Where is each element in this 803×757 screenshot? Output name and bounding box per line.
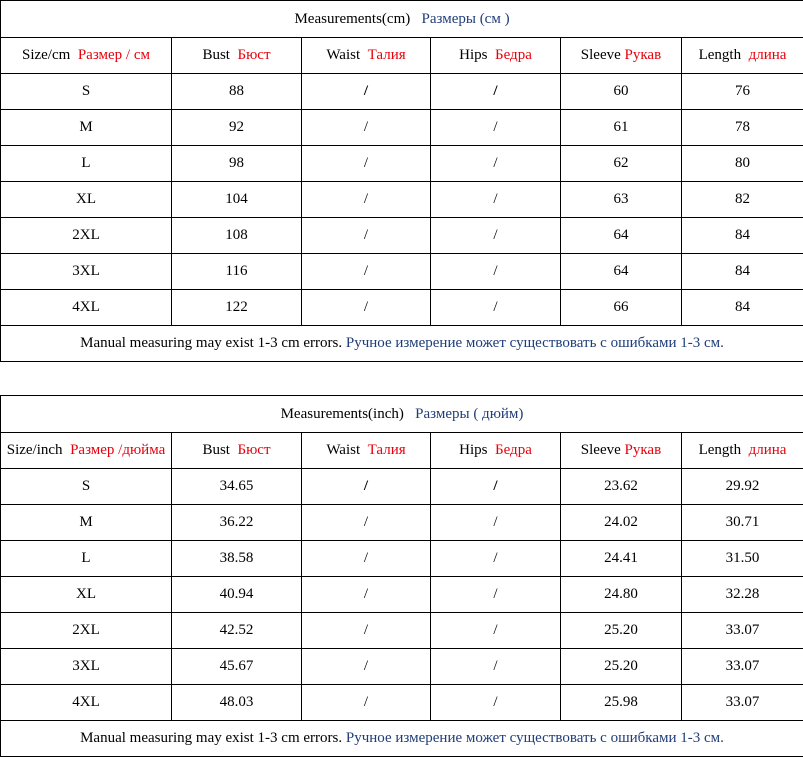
- table-row: [1, 254, 803, 290]
- table-row: [1, 146, 803, 182]
- hips-cell: /: [431, 613, 561, 649]
- hips-cell: /: [431, 505, 561, 541]
- length-cell: 84: [682, 254, 803, 290]
- header-hips: Hips Бедра: [431, 433, 561, 469]
- header-length: Length длина: [682, 433, 803, 469]
- sleeve-cell: 64: [561, 254, 682, 290]
- waist-cell: /: [302, 613, 431, 649]
- header-hips: Hips Бедра: [431, 38, 561, 74]
- header-size: Size/cm Размер / см: [1, 38, 172, 74]
- header-waist: Waist Талия: [302, 433, 431, 469]
- waist-cell: /: [302, 577, 431, 613]
- waist-cell: /: [302, 74, 431, 110]
- size-cell: S: [1, 469, 172, 505]
- sleeve-cell: 25.20: [561, 613, 682, 649]
- length-cell: 80: [682, 146, 803, 182]
- table-row: [1, 613, 803, 649]
- length-cell: 82: [682, 182, 803, 218]
- waist-cell: /: [302, 290, 431, 326]
- bust-cell: 34.65: [172, 469, 302, 505]
- size-cell: 4XL: [1, 290, 172, 326]
- title-russian: Размеры ( дюйм): [415, 405, 524, 422]
- length-cell: 76: [682, 74, 803, 110]
- header-bust: Bust Бюст: [172, 433, 302, 469]
- waist-cell: /: [302, 505, 431, 541]
- sleeve-cell: 64: [561, 218, 682, 254]
- size-cell: S: [1, 74, 172, 110]
- waist-cell: /: [302, 685, 431, 721]
- bust-cell: 48.03: [172, 685, 302, 721]
- size-cell: 3XL: [1, 254, 172, 290]
- note-row: [1, 326, 803, 362]
- size-cell: 4XL: [1, 685, 172, 721]
- size-cell: M: [1, 505, 172, 541]
- waist-cell: /: [302, 146, 431, 182]
- sleeve-cell: 24.02: [561, 505, 682, 541]
- table-row: [1, 182, 803, 218]
- hips-cell: /: [431, 218, 561, 254]
- hips-cell: /: [431, 146, 561, 182]
- bust-cell: 88: [172, 74, 302, 110]
- length-cell: 33.07: [682, 613, 803, 649]
- waist-cell: /: [302, 254, 431, 290]
- sleeve-cell: 60: [561, 74, 682, 110]
- header-bust: Bust Бюст: [172, 38, 302, 74]
- waist-cell: /: [302, 649, 431, 685]
- header-sleeve: Sleeve Рукав: [561, 38, 682, 74]
- header-row: [1, 38, 803, 74]
- sleeve-cell: 62: [561, 146, 682, 182]
- table-row: [1, 110, 803, 146]
- table-row: [1, 74, 803, 110]
- length-cell: 84: [682, 218, 803, 254]
- title-russian: Размеры (см ): [421, 10, 510, 27]
- measuring-note: [1, 721, 803, 757]
- header-size: Size/inch Размер /дюйма: [1, 433, 172, 469]
- table-row: [1, 290, 803, 326]
- title-english: Measurements(inch): [280, 405, 404, 422]
- bust-cell: 42.52: [172, 613, 302, 649]
- size-cell: 3XL: [1, 649, 172, 685]
- hips-cell: /: [431, 685, 561, 721]
- size-cell: 2XL: [1, 218, 172, 254]
- table-title: [1, 1, 803, 38]
- bust-cell: 108: [172, 218, 302, 254]
- sleeve-cell: 25.98: [561, 685, 682, 721]
- note-russian: Ручное измерение может существовать с ошибками 1-3 см.: [345, 335, 724, 351]
- waist-cell: /: [302, 218, 431, 254]
- bust-cell: 116: [172, 254, 302, 290]
- table-title-row: [1, 1, 803, 38]
- header-sleeve: Sleeve Рукав: [561, 433, 682, 469]
- note-english: Manual measuring may exist 1-3 cm errors.: [80, 730, 343, 746]
- size-cell: L: [1, 541, 172, 577]
- size-cell: M: [1, 110, 172, 146]
- sleeve-cell: 23.62: [561, 469, 682, 505]
- title-english: Measurements(cm): [294, 10, 411, 27]
- bust-cell: 122: [172, 290, 302, 326]
- length-cell: 30.71: [682, 505, 803, 541]
- length-cell: 33.07: [682, 685, 803, 721]
- size-cell: XL: [1, 577, 172, 613]
- length-cell: 32.28: [682, 577, 803, 613]
- waist-cell: /: [302, 110, 431, 146]
- sleeve-cell: 25.20: [561, 649, 682, 685]
- hips-cell: /: [431, 254, 561, 290]
- table-row: [1, 469, 803, 505]
- note-russian: Ручное измерение может существовать с ошибками 1-3 см.: [345, 730, 724, 746]
- length-cell: 78: [682, 110, 803, 146]
- size-cell: XL: [1, 182, 172, 218]
- bust-cell: 38.58: [172, 541, 302, 577]
- bust-cell: 40.94: [172, 577, 302, 613]
- size-cell: 2XL: [1, 613, 172, 649]
- length-cell: 31.50: [682, 541, 803, 577]
- header-waist: Waist Талия: [302, 38, 431, 74]
- size-cell: L: [1, 146, 172, 182]
- table-row: [1, 505, 803, 541]
- hips-cell: /: [431, 110, 561, 146]
- hips-cell: /: [431, 469, 561, 505]
- table-row: [1, 649, 803, 685]
- note-english: Manual measuring may exist 1-3 cm errors.: [80, 335, 343, 351]
- hips-cell: /: [431, 290, 561, 326]
- waist-cell: /: [302, 541, 431, 577]
- sleeve-cell: 66: [561, 290, 682, 326]
- sleeve-cell: 24.41: [561, 541, 682, 577]
- table-row: [1, 685, 803, 721]
- sleeve-cell: 63: [561, 182, 682, 218]
- header-length: Length длина: [682, 38, 803, 74]
- hips-cell: /: [431, 182, 561, 218]
- bust-cell: 45.67: [172, 649, 302, 685]
- note-row: [1, 721, 803, 757]
- waist-cell: /: [302, 469, 431, 505]
- hips-cell: /: [431, 541, 561, 577]
- length-cell: 84: [682, 290, 803, 326]
- bust-cell: 92: [172, 110, 302, 146]
- bust-cell: 36.22: [172, 505, 302, 541]
- length-cell: 29.92: [682, 469, 803, 505]
- size-table-inch: [0, 395, 803, 757]
- sleeve-cell: 24.80: [561, 577, 682, 613]
- table-row: [1, 541, 803, 577]
- length-cell: 33.07: [682, 649, 803, 685]
- table-title-row: [1, 396, 803, 433]
- measuring-note: [1, 326, 803, 362]
- bust-cell: 98: [172, 146, 302, 182]
- sleeve-cell: 61: [561, 110, 682, 146]
- hips-cell: /: [431, 649, 561, 685]
- table-title: [1, 396, 803, 433]
- hips-cell: /: [431, 577, 561, 613]
- table-row: [1, 218, 803, 254]
- header-row: [1, 433, 803, 469]
- bust-cell: 104: [172, 182, 302, 218]
- waist-cell: /: [302, 182, 431, 218]
- table-row: [1, 577, 803, 613]
- hips-cell: /: [431, 74, 561, 110]
- size-table-cm: [0, 0, 803, 362]
